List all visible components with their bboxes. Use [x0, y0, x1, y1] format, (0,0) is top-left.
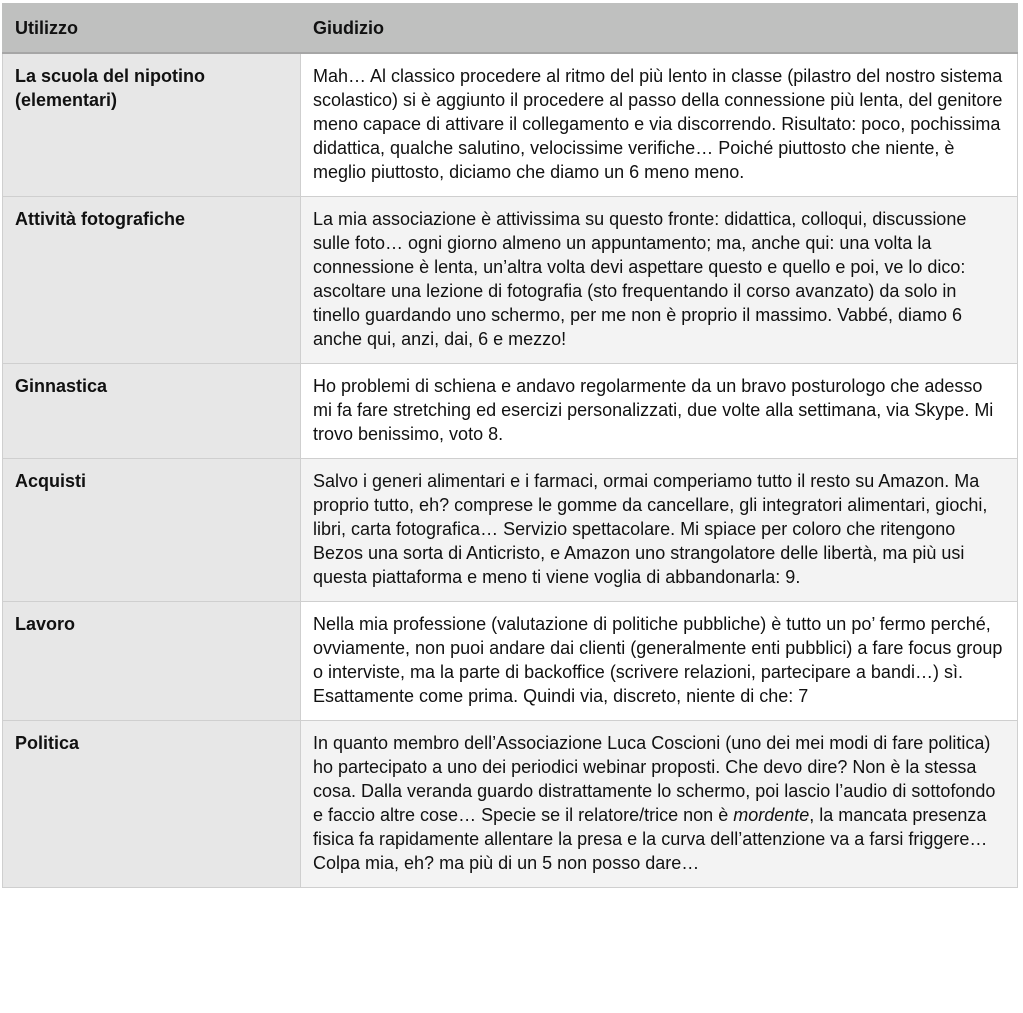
- use-cell: Lavoro: [3, 602, 301, 721]
- table-row: [3, 721, 1018, 888]
- header-giudizio: Giudizio: [301, 4, 1018, 54]
- judgement-cell: Ho problemi di schiena e andavo regolarmente da un bravo posturologo che adesso mi fa fare stretching ed esercizi personalizzati, due volte alla settimana, via Skype. Mi trovo benissimo, voto 8.: [301, 364, 1018, 459]
- use-cell: La scuola del nipotino (elementari): [3, 53, 301, 197]
- judgement-cell: [301, 721, 1018, 888]
- evaluation-table: [2, 3, 1018, 888]
- judgement-text: In quanto membro dell’Associazione Luca Coscioni (uno dei mei modi di fare politica) ho partecipato a uno dei periodici webinar proposti. Che devo dire? Non è la stessa cosa. Dalla veranda guardo distrattamente lo schermo, poi lascio l’audio di sottofondo e faccio altre cose… Specie se il relatore/trice non è: [313, 733, 996, 825]
- judgement-italic-word: mordente: [733, 805, 810, 825]
- judgement-cell: Mah… Al classico procedere al ritmo del più lento in classe (pilastro del nostro sistema scolastico) si è aggiunto il procedere al passo della connessione più lenta, del genitore meno capace di attivare il collegamento e via discorrendo. Risultato: poco, pochissima didattica, qualche salutino, velocissime verifiche… Poiché piuttosto che niente, è meglio piuttosto, diciamo che diamo un 6 meno meno.: [301, 53, 1018, 197]
- judgement-last-line: Colpa mia, eh? ma più di un 5 non posso dare…: [313, 853, 700, 873]
- use-cell: Politica: [3, 721, 301, 888]
- use-cell: Ginnastica: [3, 364, 301, 459]
- table-row: [3, 459, 1018, 602]
- judgement-cell: Nella mia professione (valutazione di politiche pubbliche) è tutto un po’ fermo perché, ovviamente, non puoi andare dai clienti (generalmente enti pubblici) a fare focus group o interviste, ma la parte di backoffice (scrivere relazioni, partecipare a bandi…) sì. Esattamente come prima. Quindi via, discreto, niente di che: 7: [301, 602, 1018, 721]
- header-utilizzo: Utilizzo: [3, 4, 301, 54]
- table-row: [3, 197, 1018, 364]
- judgement-cell: La mia associazione è attivissima su questo fronte: didattica, colloqui, discussione sulle foto… ogni giorno almeno un appuntamento; ma, anche qui: una volta la connessione è lenta, un’altra volta devi aspettare questo e quello e poi, ve lo dico: ascoltare una lezione di fotografia (sto frequentando il corso avanzato) da solo in tinello guardando uno schermo, per me non è proprio il massimo. Vabbé, diamo 6 anche qui, anzi, dai, 6 e mezzo!: [301, 197, 1018, 364]
- judgement-cell: Salvo i generi alimentari e i farmaci, ormai comperiamo tutto il resto su Amazon. Ma proprio tutto, eh? comprese le gomme da cancellare, gli integratori alimentari, giochi, libri, carta fotografica… Servizio spettacolare. Mi spiace per coloro che ritengono Bezos una sorta di Anticristo, e Amazon uno strangolatore delle libertà, ma più usi questa piattaforma e meno ti viene voglia di abbandonarla: 9.: [301, 459, 1018, 602]
- use-cell: Attività fotografiche: [3, 197, 301, 364]
- table-header-row: [3, 4, 1018, 54]
- table-row: [3, 53, 1018, 197]
- use-cell: Acquisti: [3, 459, 301, 602]
- judgement-text: , la mancata presenza fisica fa rapidamente allentare la presa e la curva dell’attenzione va a farsi friggere…: [313, 805, 988, 849]
- table-row: [3, 602, 1018, 721]
- table-row: [3, 364, 1018, 459]
